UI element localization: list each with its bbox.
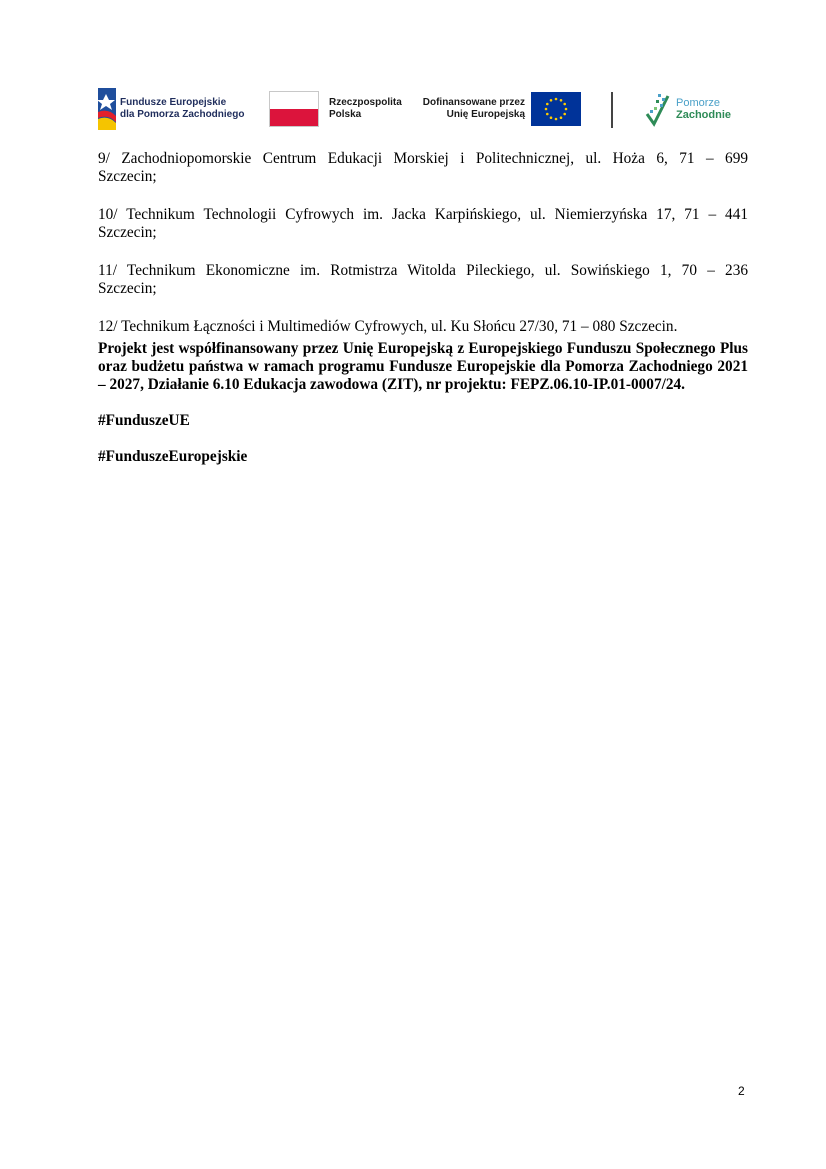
pz-logo-line1: Pomorze [676,97,721,109]
document-body [98,150,748,484]
pomorze-zachodnie-emblem-icon [644,90,672,128]
rp-logo-line1: Rzeczpospolita [329,97,402,108]
rp-logo-line2: Polska [329,109,362,120]
hashtag-fundusze-europejskie: #FunduszeEuropejskie [98,448,248,465]
list-item-11-line1: 11/ Technikum Ekonomiczne im. Rotmistrza Witolda Pileckiego, ul. Sowińskiego 1, 70 – 236 [98,262,748,279]
eu-flag-icon [531,92,581,126]
list-item-12-line1: 12/ Technikum Łączności i Multimediów Cyfrowych, ul. Ku Słońcu 27/30, 71 – 080 Szczecin. [98,318,678,335]
page-number: 2 [738,1084,745,1098]
fe-logo-line1: Fundusze Europejskie [120,97,227,108]
fundusze-europejskie-emblem-icon [96,86,118,132]
list-item-9 [98,150,748,186]
list-item-11-line2: Szczecin; [98,280,157,297]
fe-logo-line2: dla Pomorza Zachodniego [120,109,245,120]
pz-logo-line2: Zachodnie [676,109,732,121]
eu-logo-line2: Unię Europejską [446,109,525,120]
list-item-10-line2: Szczecin; [98,224,157,241]
eu-cofinanced-logo [416,84,581,134]
logo-separator [611,92,613,128]
polish-flag-icon [269,91,319,127]
fundusze-europejskie-logo [96,84,256,134]
list-item-10 [98,206,748,242]
list-item-10-line1: 10/ Technikum Technologii Cyfrowych im. Jacka Karpińskiego, ul. Niemierzyńska 17, 71 – 441 [98,206,748,223]
project-cofinancing-note: Projekt jest współfinansowany przez Unię Europejską z Europejskiego Funduszu Społecznego Plus oraz budżetu państwa w ramach programu Fundusze Europejskie dla Pomorza Zachodniego 2021 – 2027, Działanie 6.10 Edukacja zawodowa (ZIT), nr projektu: FEPZ.06.10-IP.01-0007/24. [98,340,748,393]
hashtag-fundusze-ue: #FunduszeUE [98,412,190,429]
eu-logo-line1: Dofinansowane przez [422,97,525,108]
logo-header [96,84,736,134]
list-item-9-line2: Szczecin; [98,168,157,185]
rzeczpospolita-polska-logo [269,84,402,134]
list-item-11 [98,262,748,298]
list-item-9-line1: 9/ Zachodniopomorskie Centrum Edukacji Morskiej i Politechnicznej, ul. Hoża 6, 71 – 699 [98,150,748,167]
pomorze-zachodnie-logo [644,84,739,134]
list-item-12 [98,318,748,336]
